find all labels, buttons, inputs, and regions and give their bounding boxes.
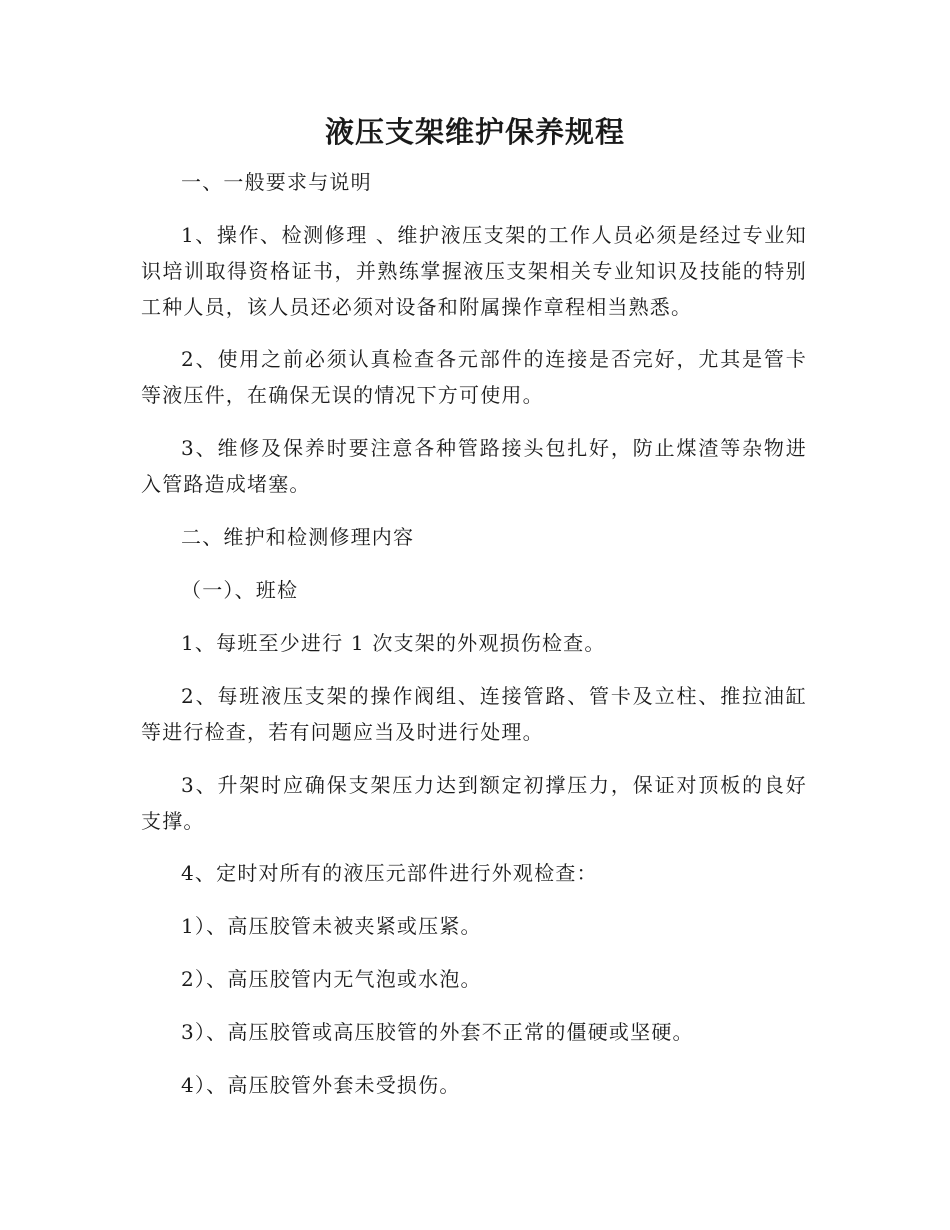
- list-item: 4）、高压胶管外套未受损伤。: [181, 1073, 461, 1097]
- list-item: 3）、高压胶管或高压胶管的外套不正常的僵硬或坚硬。: [181, 1020, 694, 1044]
- document-body: [141, 164, 807, 1103]
- subsection-heading-shift-check: （一）、班检: [181, 578, 299, 602]
- paragraph: 3、维修及保养时要注意各种管路接头包扎好，防止煤渣等杂物进入管路造成堵塞。: [141, 436, 807, 496]
- list-item: 1）、高压胶管未被夹紧或压紧。: [181, 914, 482, 938]
- paragraph: 2、使用之前必须认真检查各元部件的连接是否完好，尤其是管卡等液压件，在确保无误的情况下方可使用。: [141, 347, 807, 407]
- list-item: 2）、高压胶管内无气泡或水泡。: [181, 967, 482, 991]
- paragraph: 4、定时对所有的液压元部件进行外观检查：: [181, 861, 598, 885]
- paragraph: 2、每班液压支架的操作阀组、连接管路、管卡及立柱、推拉油缸等进行检查，若有问题应当及时进行处理。: [141, 684, 807, 744]
- page-title: 液压支架维护保养规程: [324, 115, 625, 149]
- section-heading-maintenance: 二、维护和检测修理内容: [181, 525, 415, 549]
- section-heading-general: 一、一般要求与说明: [181, 170, 372, 194]
- paragraph: 1、操作、检测修理 、维护液压支架的工作人员必须是经过专业知识培训取得资格证书，并熟练掌握液压支架相关专业知识及技能的特别工种人员，该人员还必须对设备和附属操作章程相当熟悉。: [141, 223, 807, 319]
- paragraph: 1、每班至少进行 1 次支架的外观损伤检查。: [181, 631, 606, 655]
- paragraph: 3、升架时应确保支架压力达到额定初撑压力，保证对顶板的良好支撑。: [141, 773, 807, 833]
